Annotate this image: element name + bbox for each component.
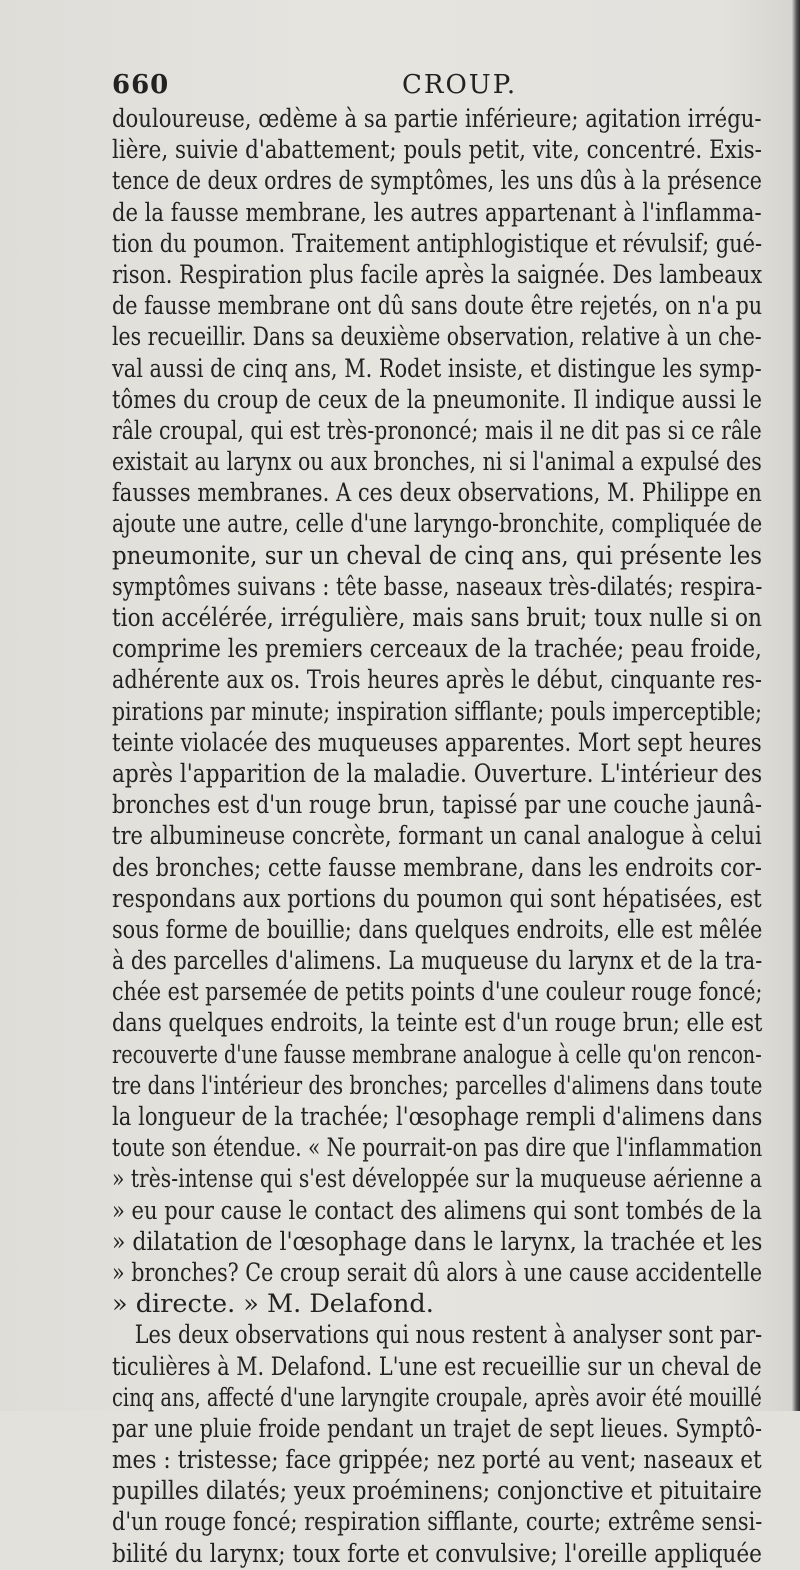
text-line: de la fausse membrane, les autres appartenant à l'inflamma- <box>112 197 762 228</box>
text-line: tence de deux ordres de symptômes, les uns dûs à la présence <box>112 166 762 197</box>
text-line: à des parcelles d'alimens. La muqueuse du larynx et de la tra- <box>112 946 763 977</box>
text-line: chée est parsemée de petits points d'une couleur rouge foncé; <box>112 977 763 1008</box>
text-line: bilité du larynx; toux forte et convulsive; l'oreille appliquée <box>112 1538 762 1569</box>
text-line: fausses membranes. A ces deux observations, M. Philippe en <box>112 478 762 509</box>
text-line: ticulières à M. Delafond. L'une est recueillie sur un cheval de <box>112 1351 762 1382</box>
text-line: des bronches; cette fausse membrane, dans les endroits cor- <box>112 852 762 883</box>
text-line: tômes du croup de ceux de la pneumonite. Il indique aussi le <box>112 384 762 415</box>
text-line: recouverte d'une fausse membrane analogue à celle qu'on rencon- <box>112 1039 762 1070</box>
text-line: de fausse membrane ont dû sans doute être rejetés, on n'a pu <box>112 291 763 322</box>
text-line: d'un rouge foncé; respiration sifflante, courte; extrême sensi- <box>112 1507 763 1538</box>
text-line: » dilatation de l'œsophage dans le larynx, la trachée et les <box>112 1226 763 1257</box>
text-line: » eu pour cause le contact des alimens qui sont tombés de la <box>112 1195 762 1226</box>
text-line: » directe. » M. Delafond. <box>112 1289 434 1320</box>
text-line: bronches est d'un rouge brun, tapissé par une couche jaunâ- <box>112 790 763 821</box>
text-line: tion du poumon. Traitement antiphlogistique et révulsif; gué- <box>112 228 763 259</box>
text-line: pirations par minute; inspiration sifflante; pouls imperceptible; <box>112 696 762 727</box>
text-line: douloureuse, œdème à sa partie inférieure; agitation irrégu- <box>112 104 762 134</box>
text-line: symptômes suivans : tête basse, naseaux très-dilatés; respira- <box>112 571 763 602</box>
text-line: tre albumineuse concrète, formant un canal analogue à celui <box>112 821 762 852</box>
text-line: val aussi de cinq ans, M. Rodet insiste, et distingue les symp- <box>112 353 762 384</box>
text-line: les recueillir. Dans sa deuxième observation, relative à un che- <box>112 322 762 353</box>
text-line: rison. Respiration plus facile après la saignée. Des lambeaux <box>112 259 763 290</box>
text-line: tion accélérée, irrégulière, mais sans bruit; toux nulle si on <box>112 603 762 633</box>
text-line: par une pluie froide pendant un trajet de sept lieues. Symptô- <box>112 1413 763 1444</box>
text-line: pneumonite, sur un cheval de cinq ans, qui présente les <box>112 540 763 571</box>
text-line: existait au larynx ou aux bronches, ni si l'animal a expulsé des <box>112 447 762 478</box>
text-line: » bronches? Ce croup serait dû alors à une cause accidentelle <box>112 1257 763 1288</box>
body-text <box>112 104 762 1570</box>
text-line: toute son étendue. « Ne pourrait-on pas dire que l'inflammation <box>112 1133 763 1164</box>
text-line: lière, suivie d'abattement; pouls petit, vite, concentré. Exis- <box>112 135 762 166</box>
text-line: ajoute une autre, celle d'une laryngo-bronchite, compliquée de <box>112 509 763 540</box>
text-line: comprime les premiers cerceaux de la trachée; peau froide, <box>112 634 762 665</box>
text-line: adhérente aux os. Trois heures après le début, cinquante res- <box>112 665 762 696</box>
running-title: CROUP. <box>402 70 518 100</box>
page-number: 660 <box>112 70 170 100</box>
text-line: sous forme de bouillie; dans quelques endroits, elle est mêlée <box>112 914 763 945</box>
page-edge-shadow <box>792 0 800 1411</box>
text-line: Les deux observations qui nous restent à analyser sont par- <box>134 1320 763 1351</box>
text-line: teinte violacée des muqueuses apparentes. Mort sept heures <box>112 727 762 758</box>
text-line: la longueur de la trachée; l'œsophage rempli d'alimens dans <box>112 1102 763 1132</box>
text-line: après l'apparition de la maladie. Ouverture. L'intérieur des <box>112 758 763 789</box>
text-line: cinq ans, affecté d'une laryngite croupale, après avoir été mouillé <box>112 1382 762 1413</box>
text-line: respondans aux portions du poumon qui sont hépatisées, est <box>112 883 762 914</box>
text-line: râle croupal, qui est très-prononcé; mais il ne dit pas si ce râle <box>112 415 762 446</box>
text-line: tre dans l'intérieur des bronches; parcelles d'alimens dans toute <box>112 1070 763 1101</box>
text-line: » très-intense qui s'est développée sur la muqueuse aérienne a <box>112 1164 762 1195</box>
text-line: pupilles dilatés; yeux proéminens; conjonctive et pituitaire <box>112 1476 762 1507</box>
text-line: dans quelques endroits, la teinte est d'un rouge brun; elle est <box>112 1008 763 1039</box>
text-line: mes : tristesse; face grippée; nez porté au vent; naseaux et <box>112 1445 762 1476</box>
